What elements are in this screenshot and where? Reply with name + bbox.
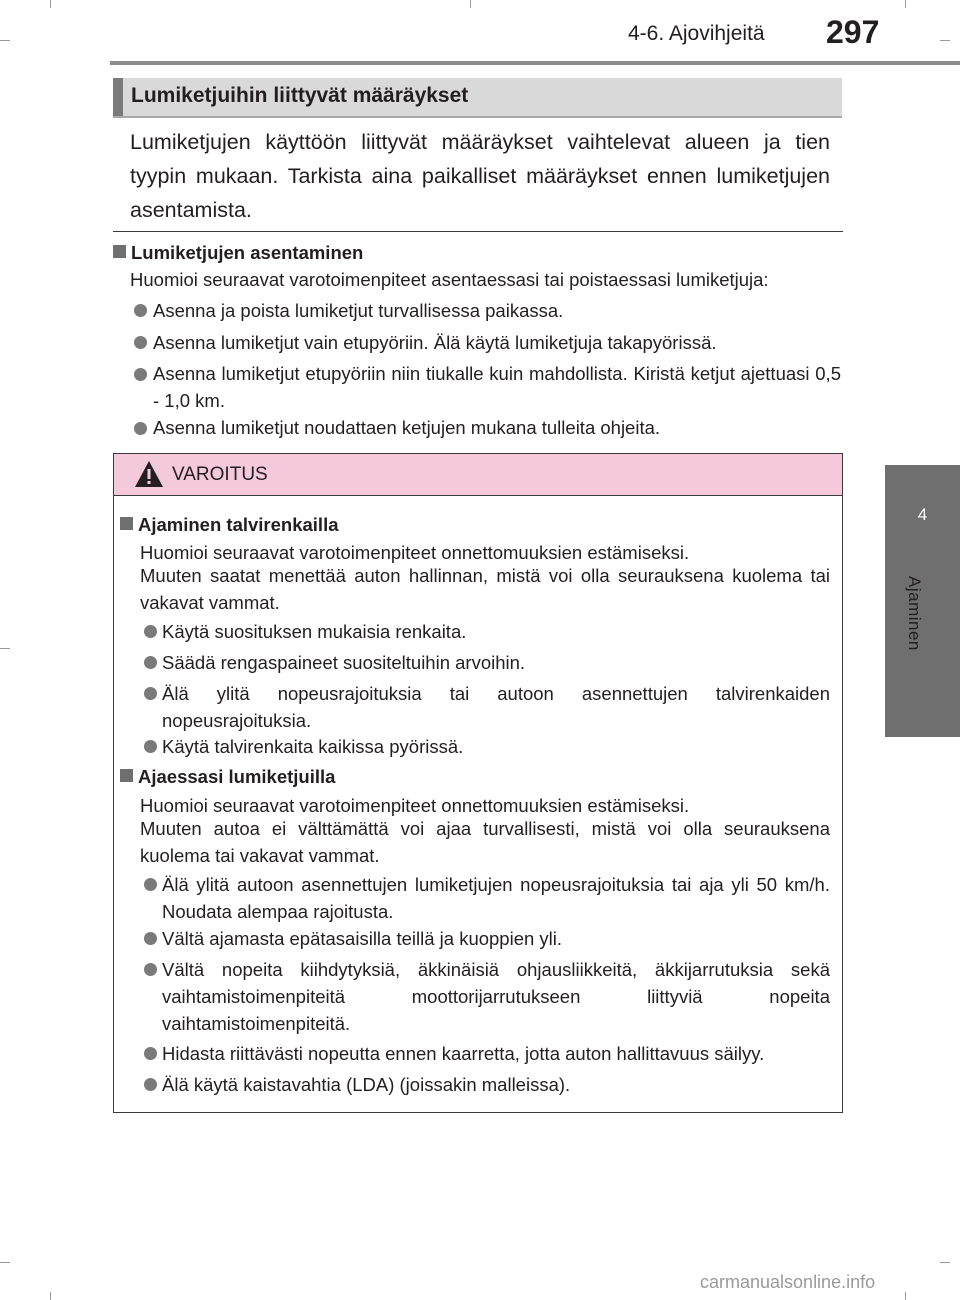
section-header bbox=[113, 78, 842, 118]
bullet-icon bbox=[144, 1078, 157, 1091]
install-bullet: Asenna lumiketjut etupyöriin niin tiukalle kuin mahdollista. Kiristä ketjut ajettuasi 0,5 - 1,0 km. bbox=[153, 363, 841, 411]
bullet-icon bbox=[134, 422, 147, 435]
warning-header bbox=[114, 454, 842, 496]
bullet-icon bbox=[144, 963, 157, 976]
warning-triangle-icon bbox=[134, 459, 164, 489]
header-section-title: 4-6. Ajovihjeitä bbox=[628, 22, 765, 45]
warning-bullet: Älä ylitä nopeusrajoituksia tai autoon asennettujen talvirenkaiden nopeusrajoituksia. bbox=[162, 683, 830, 731]
warning-box bbox=[113, 453, 843, 1113]
chapter-label: Ajaminen bbox=[905, 576, 924, 651]
bullet-icon bbox=[134, 368, 147, 381]
install-intro: Huomioi seuraavat varotoimenpiteet asentaessasi tai poistaessasi lumiketjuja: bbox=[130, 269, 769, 290]
warning-section-heading-text: Ajaminen talvirenkailla bbox=[138, 514, 339, 535]
crop-mark bbox=[0, 40, 10, 41]
watermark: carmanualsonline.info bbox=[700, 1272, 876, 1292]
warning-intro: Huomioi seuraavat varotoimenpiteet onnettomuuksien estämiseksi. bbox=[140, 542, 690, 563]
warning-intro: Huomioi seuraavat varotoimenpiteet onnettomuuksien estämiseksi. bbox=[140, 795, 690, 816]
crop-mark bbox=[50, 1292, 51, 1300]
warning-bullet: Käytä suosituksen mukaisia renkaita. bbox=[162, 621, 467, 642]
warning-section-heading bbox=[120, 514, 339, 536]
bullet-icon bbox=[144, 1047, 157, 1060]
crop-mark bbox=[0, 1262, 10, 1263]
warning-section-heading bbox=[120, 766, 335, 788]
bullet-icon bbox=[144, 656, 157, 669]
install-bullet: Asenna ja poista lumiketjut turvallisessa paikassa. bbox=[153, 300, 564, 321]
bullet-icon bbox=[134, 336, 147, 349]
section-intro: Lumiketjujen käyttöön liittyvät määräykset vaihtelevat alueen ja tien tyypin mukaan. Tarkista aina paikalliset määräykset ennen lumiketjujen asentamista. bbox=[130, 130, 830, 222]
square-bullet-icon bbox=[113, 245, 126, 258]
warning-bullet: Hidasta riittävästi nopeutta ennen kaarretta, jotta auton hallittavuus säilyy. bbox=[162, 1043, 765, 1064]
chapter-number: 4 bbox=[917, 505, 928, 524]
bullet-icon bbox=[144, 625, 157, 638]
crop-mark bbox=[470, 0, 471, 8]
divider bbox=[113, 231, 843, 232]
warning-bullet: Säädä rengaspaineet suositeltuihin arvoihin. bbox=[162, 652, 526, 673]
crop-mark bbox=[905, 1292, 906, 1300]
crop-mark bbox=[940, 40, 950, 41]
square-bullet-icon bbox=[120, 769, 133, 782]
bullet-icon bbox=[144, 687, 157, 700]
warning-bullet: Käytä talvirenkaita kaikissa pyörissä. bbox=[162, 736, 464, 757]
bullet-icon bbox=[134, 304, 147, 317]
crop-mark bbox=[905, 0, 906, 8]
page-number: 297 bbox=[826, 14, 880, 50]
bullet-icon bbox=[144, 932, 157, 945]
bullet-icon bbox=[144, 740, 157, 753]
warning-bullet: Älä ylitä autoon asennettujen lumiketjujen nopeusrajoituksia tai aja yli 50 km/h. Noudata alempaa rajoitusta. bbox=[162, 874, 830, 922]
warning-bullet: Vältä ajamasta epätasaisilla teillä ja kuoppien yli. bbox=[162, 928, 563, 949]
crop-mark bbox=[0, 648, 10, 649]
warning-bullet: Vältä nopeita kiihdytyksiä, äkkinäisiä ohjausliikkeitä, äkkijarrutuksia sekä vaihtamistoimenpiteitä moottorijarrutukseen liittyviä nopeita vaihtamistoimenpiteitä. bbox=[162, 959, 830, 1034]
warning-title: VAROITUS bbox=[172, 464, 268, 485]
install-heading bbox=[113, 242, 363, 264]
crop-mark bbox=[940, 1262, 950, 1263]
warning-section-heading-text: Ajaessasi lumiketjuilla bbox=[138, 766, 336, 787]
square-bullet-icon bbox=[120, 517, 133, 530]
section-header-bar bbox=[113, 78, 123, 116]
crop-mark bbox=[50, 0, 51, 8]
section-title: Lumiketjuihin liittyvät määräykset bbox=[131, 84, 469, 107]
warning-bullet: Älä käytä kaistavahtia (LDA) (joissakin malleissa). bbox=[162, 1074, 571, 1095]
install-bullet: Asenna lumiketjut vain etupyöriin. Älä käytä lumiketjuja takapyörissä. bbox=[153, 332, 717, 353]
install-heading-text: Lumiketjujen asentaminen bbox=[131, 242, 364, 263]
bullet-icon bbox=[144, 878, 157, 891]
warning-intro: Muuten autoa ei välttämättä voi ajaa turvallisesti, mistä voi olla seurauksena kuolema tai vakavat vammat. bbox=[140, 818, 830, 866]
warning-intro: Muuten saatat menettää auton hallinnan, mistä voi olla seurauksena kuolema tai vakavat vammat. bbox=[140, 565, 830, 613]
header-rule bbox=[110, 61, 960, 65]
install-bullet: Asenna lumiketjut noudattaen ketjujen mukana tulleita ohjeita. bbox=[153, 417, 661, 438]
